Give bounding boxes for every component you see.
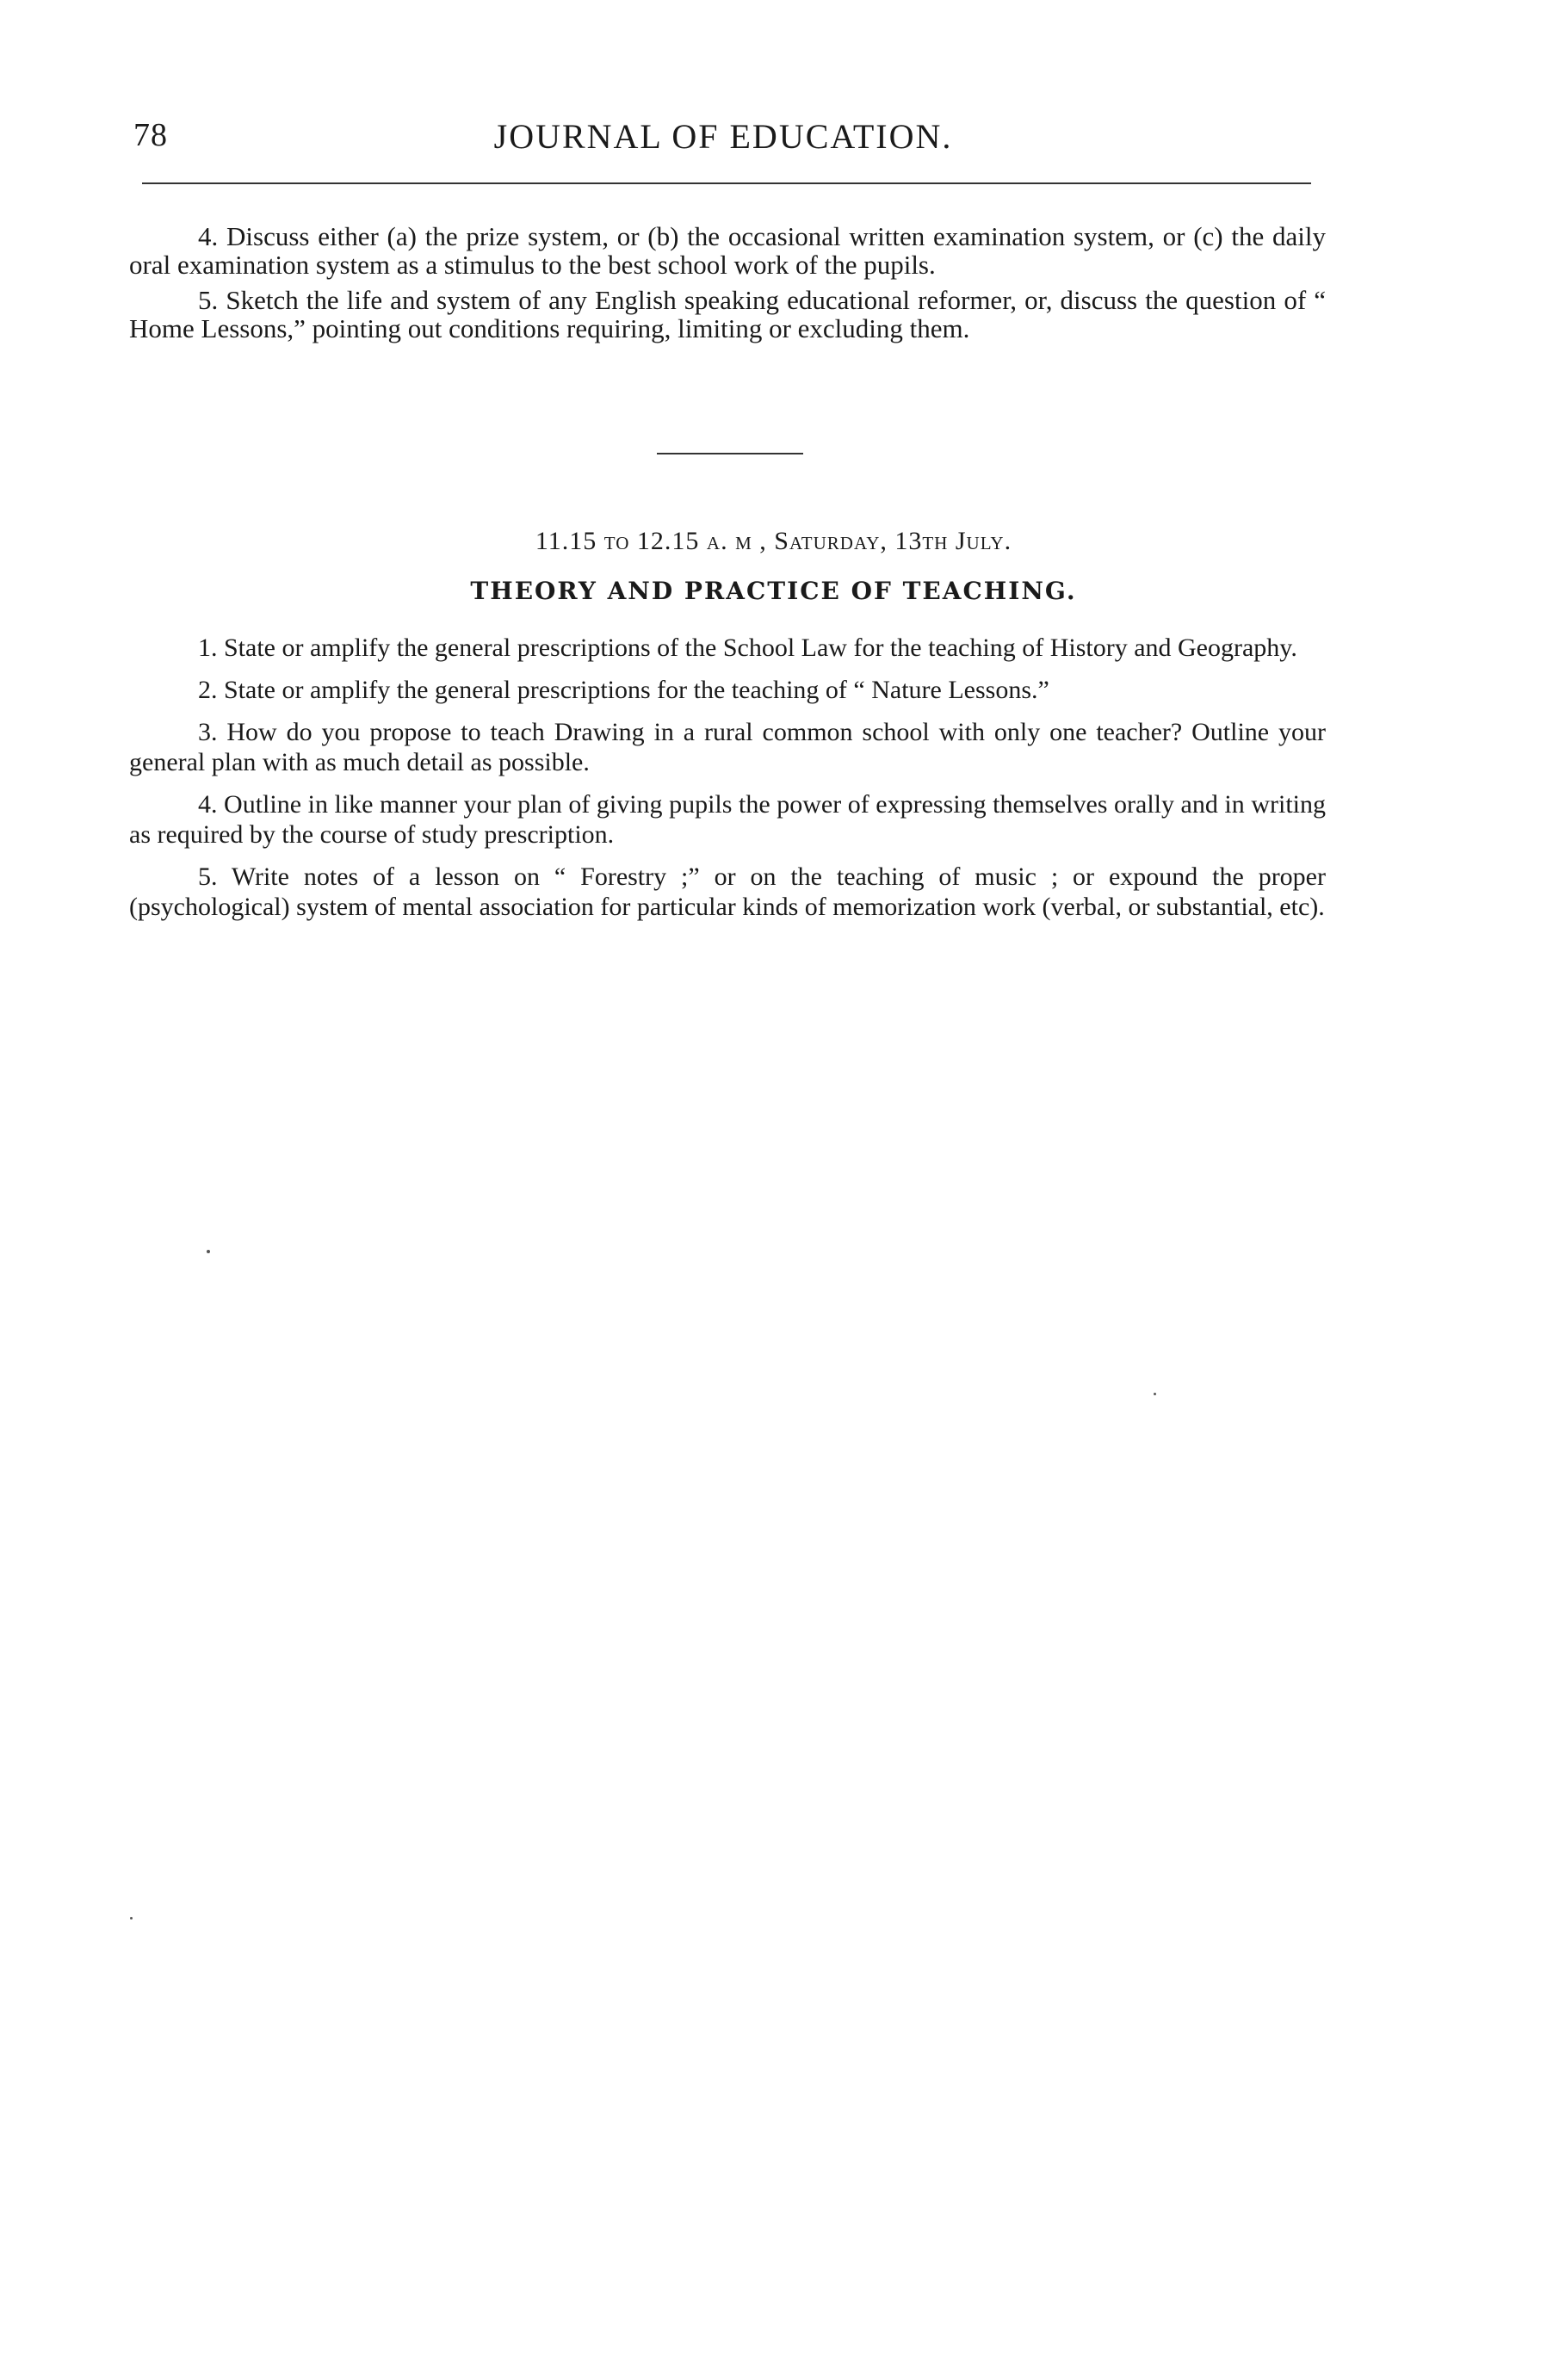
question-2: 2. State or amplify the general prescriptions for the teaching of “ Nature Lessons.”: [198, 676, 1049, 704]
session-am: a. m ,: [706, 527, 767, 555]
session-day: Saturday,: [774, 527, 888, 555]
section-title: THEORY AND PRACTICE OF TEACHING.: [470, 577, 1077, 605]
scan-speck: [207, 1250, 210, 1253]
scan-speck: [130, 1917, 133, 1919]
session-to: to: [603, 527, 630, 555]
page-number: 78: [133, 117, 168, 153]
page-header: [133, 116, 1313, 168]
scan-speck: [1154, 1393, 1156, 1395]
session-date: 13th July.: [894, 527, 1012, 555]
running-title: JOURNAL OF EDUCATION.: [493, 117, 953, 156]
continued-questions: [129, 222, 1326, 349]
question-4: 4. Outline in like manner your plan of giving pupils the power of expressing themselves orally and in writing as required by the course of study prescription.: [129, 790, 1326, 849]
question-5-prev: 5. Sketch the life and system of any English speaking educational reformer, or, discuss the question of “ Home Lessons,” pointing out conditions requiring, limiting or excluding them.: [129, 285, 1326, 343]
question-4-prev: 4. Discuss either (a) the prize system, or (b) the occasional written examination system, or (c) the daily oral examination system as a stimulus to the best school work of the pupils.: [129, 221, 1326, 280]
session-heading: [0, 527, 1547, 556]
header-rule: [142, 182, 1311, 184]
question-1: 1. State or amplify the general prescriptions of the School Law for the teaching of History and Geography.: [198, 634, 1297, 662]
question-5: 5. Write notes of a lesson on “ Forestry ;” or on the teaching of music ; or expound the proper (psychological) system of mental association for particular kinds of memorization work (verbal, or substantial, etc).: [129, 862, 1326, 921]
question-3: 3. How do you propose to teach Drawing in a rural common school with only one teacher? Outline your general plan with as much detail as possible.: [129, 718, 1326, 776]
session-time-start: 11.15: [535, 527, 597, 555]
section-divider: [657, 453, 803, 454]
question-list: [129, 633, 1326, 934]
session-time-end: 12.15: [636, 527, 700, 555]
